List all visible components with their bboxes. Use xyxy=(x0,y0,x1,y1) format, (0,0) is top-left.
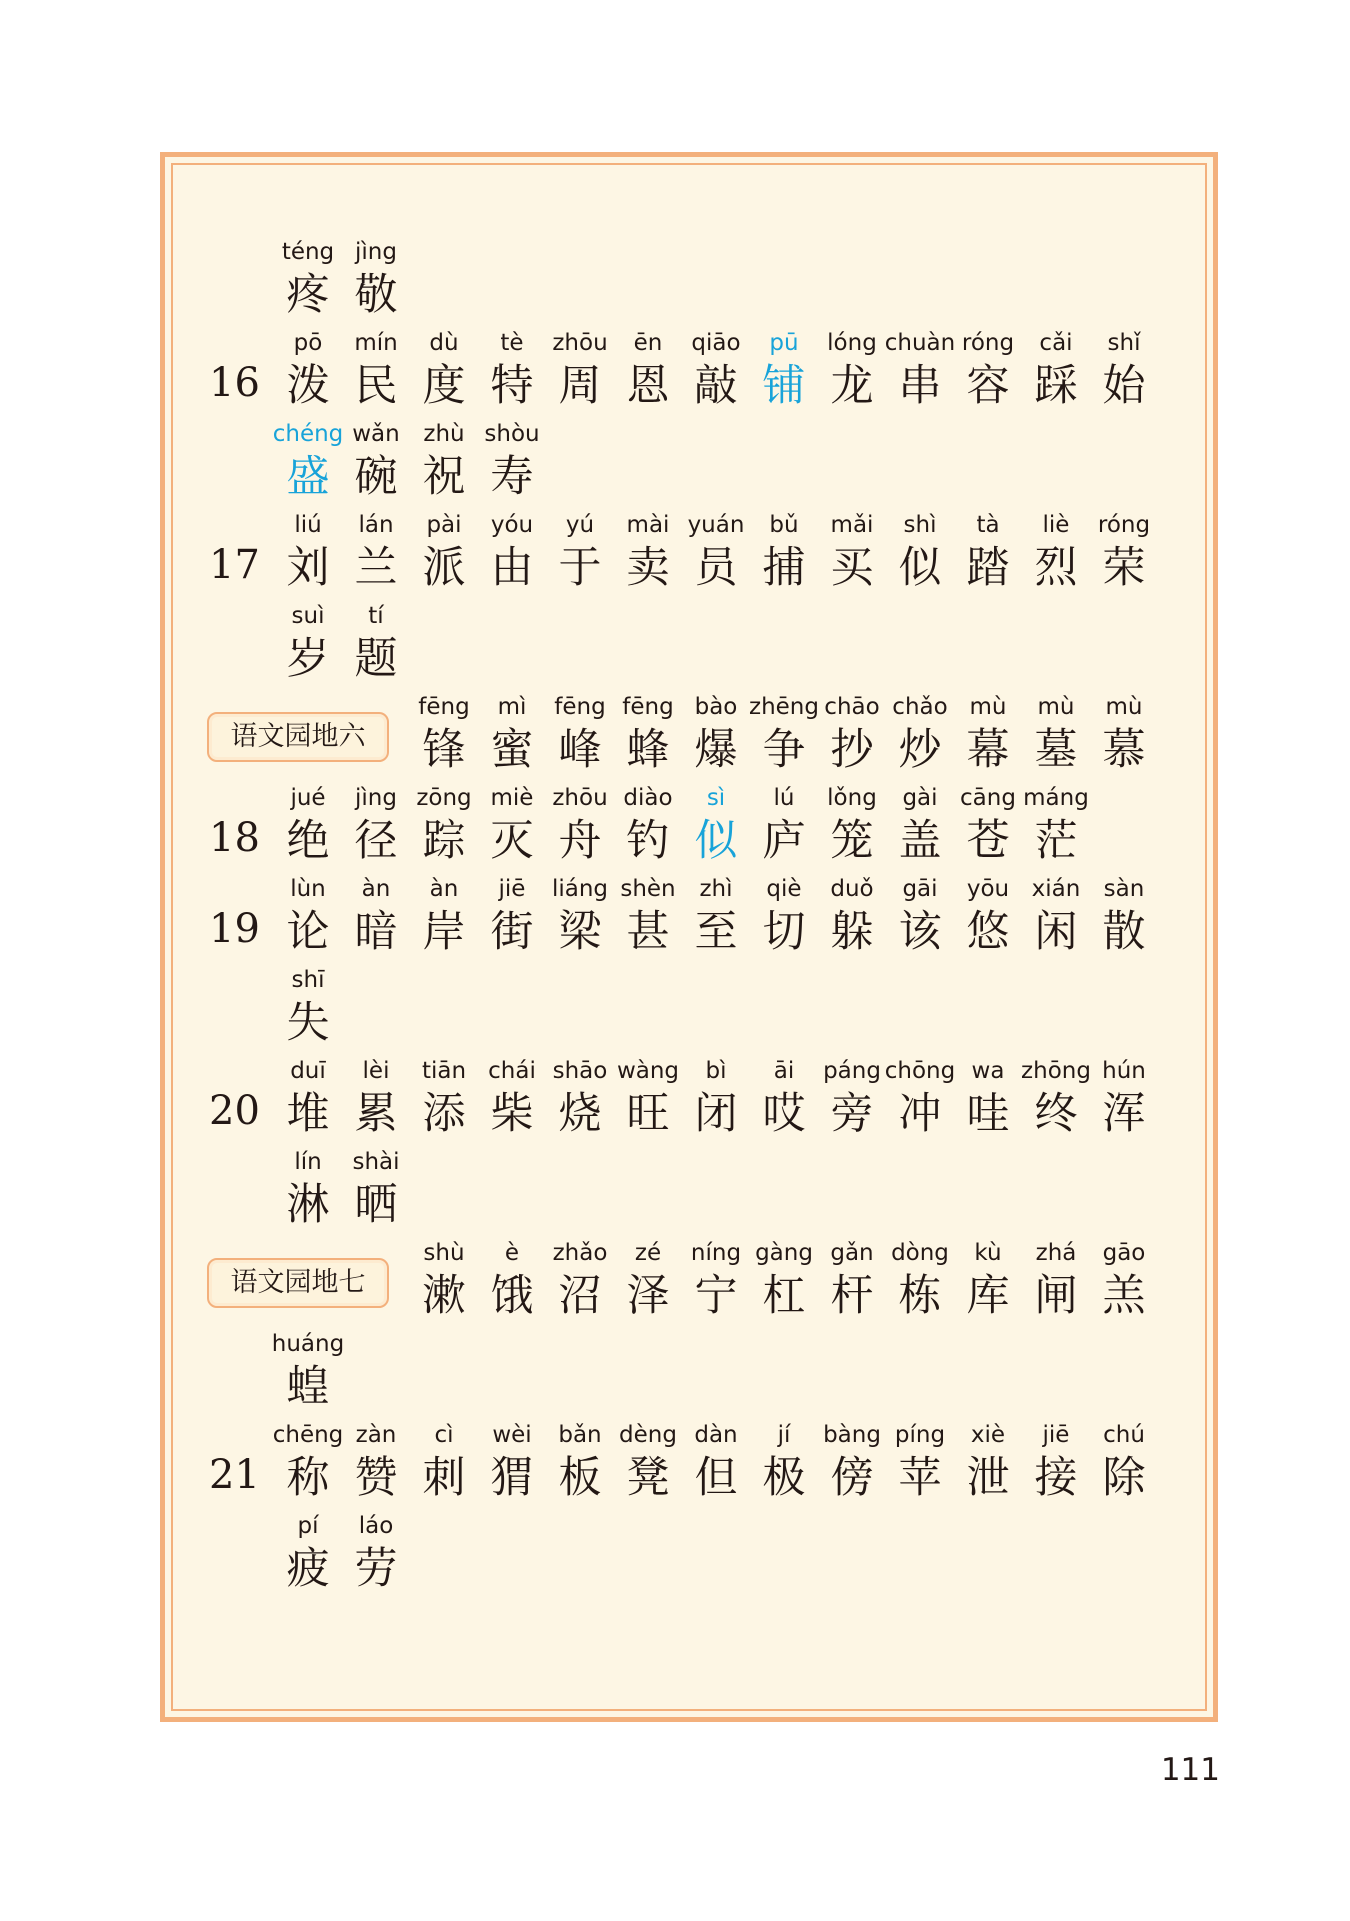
hanzi: 凳 xyxy=(626,1453,670,1503)
pinyin: lèi xyxy=(362,1058,390,1084)
hanzi: 淋 xyxy=(286,1180,330,1230)
hanzi: 失 xyxy=(286,998,330,1048)
pinyin: liú xyxy=(294,512,322,538)
vocab-cell xyxy=(336,601,416,687)
hanzi: 踏 xyxy=(966,543,1010,593)
hanzi: 龙 xyxy=(830,361,874,411)
pinyin: qiè xyxy=(766,876,802,902)
pinyin: bì xyxy=(705,1058,727,1084)
pinyin: diào xyxy=(623,785,673,811)
pinyin: pō xyxy=(293,330,323,356)
hanzi: 杆 xyxy=(830,1271,874,1321)
hanzi: 寿 xyxy=(490,452,534,502)
pinyin: zàn xyxy=(355,1422,397,1448)
hanzi: 添 xyxy=(422,1089,466,1139)
pinyin: shǐ xyxy=(1107,330,1141,356)
pinyin: zhōu xyxy=(552,785,608,811)
hanzi: 甚 xyxy=(626,907,670,957)
hanzi: 周 xyxy=(558,361,602,411)
hanzi: 杠 xyxy=(762,1271,806,1321)
hanzi: 恩 xyxy=(626,361,670,411)
pinyin: zhǎo xyxy=(552,1240,608,1266)
hanzi: 苹 xyxy=(898,1453,942,1503)
pinyin: dòng xyxy=(891,1240,949,1266)
section-label-box: 语文园地六 xyxy=(207,712,389,762)
pinyin: zhōng xyxy=(1021,1058,1091,1084)
hanzi: 容 xyxy=(966,361,1010,411)
pinyin: qiāo xyxy=(691,330,741,356)
hanzi: 敲 xyxy=(694,361,738,411)
hanzi: 舟 xyxy=(558,816,602,866)
hanzi: 绝 xyxy=(286,816,330,866)
hanzi: 至 xyxy=(694,907,738,957)
hanzi: 散 xyxy=(1102,907,1146,957)
pinyin: shèn xyxy=(620,876,676,902)
pinyin: jiē xyxy=(1042,1422,1070,1448)
pinyin: píng xyxy=(894,1422,946,1448)
hanzi: 碗 xyxy=(354,452,398,502)
pinyin: huáng xyxy=(271,1331,345,1357)
vocab-cell xyxy=(268,965,348,1051)
page-number: 111 xyxy=(1160,1752,1220,1788)
hanzi: 刘 xyxy=(286,543,330,593)
pinyin: lǒng xyxy=(827,785,877,811)
hanzi: 峰 xyxy=(558,725,602,775)
vocab-cell xyxy=(472,419,552,505)
hanzi: 傍 xyxy=(830,1453,874,1503)
pinyin: shù xyxy=(423,1240,465,1266)
pinyin: wǎn xyxy=(352,421,400,447)
hanzi: 庐 xyxy=(762,816,806,866)
hanzi: 晒 xyxy=(354,1180,398,1230)
vocabulary-table-frame xyxy=(160,152,1218,1722)
hanzi: 兰 xyxy=(354,543,398,593)
pinyin: jué xyxy=(290,785,326,811)
hanzi: 羔 xyxy=(1102,1271,1146,1321)
hanzi: 蜜 xyxy=(490,725,534,775)
pinyin: xiè xyxy=(970,1422,1006,1448)
pinyin: pū xyxy=(769,330,799,356)
lesson-number: 18 xyxy=(209,815,260,861)
pinyin: chú xyxy=(1103,1422,1145,1448)
pinyin: shòu xyxy=(484,421,540,447)
vocab-cell xyxy=(1084,692,1164,778)
hanzi: 闭 xyxy=(694,1089,738,1139)
pinyin: níng xyxy=(690,1240,742,1266)
hanzi: 论 xyxy=(286,907,330,957)
pinyin: zhì xyxy=(699,876,733,902)
hanzi: 堆 xyxy=(286,1089,330,1139)
hanzi: 闸 xyxy=(1034,1271,1078,1321)
vocab-cell xyxy=(1016,783,1096,869)
pinyin: mù xyxy=(1037,694,1075,720)
hanzi: 度 xyxy=(422,361,466,411)
hanzi: 漱 xyxy=(422,1271,466,1321)
pinyin: kù xyxy=(974,1240,1002,1266)
pinyin: zhù xyxy=(423,421,465,447)
pinyin: pài xyxy=(426,512,462,538)
pinyin: jìng xyxy=(355,239,397,265)
hanzi: 径 xyxy=(354,816,398,866)
pinyin: bào xyxy=(694,694,738,720)
hanzi: 烧 xyxy=(558,1089,602,1139)
hanzi: 苍 xyxy=(966,816,1010,866)
pinyin: liè xyxy=(1042,512,1070,538)
hanzi: 捕 xyxy=(762,543,806,593)
hanzi: 蜂 xyxy=(626,725,670,775)
pinyin: gàng xyxy=(755,1240,813,1266)
hanzi: 踩 xyxy=(1034,361,1078,411)
pinyin: fēng xyxy=(418,694,470,720)
hanzi: 闲 xyxy=(1034,907,1078,957)
hanzi: 铺 xyxy=(762,361,806,411)
pinyin: shài xyxy=(352,1149,400,1175)
hanzi: 爆 xyxy=(694,725,738,775)
pinyin: mù xyxy=(969,694,1007,720)
hanzi: 宁 xyxy=(694,1271,738,1321)
pinyin: chéng xyxy=(272,421,344,447)
pinyin: sàn xyxy=(1103,876,1145,902)
pinyin: máng xyxy=(1023,785,1089,811)
pinyin: jìng xyxy=(355,785,397,811)
pinyin: lín xyxy=(294,1149,322,1175)
lesson-number: 20 xyxy=(209,1088,260,1134)
pinyin: wàng xyxy=(616,1058,680,1084)
hanzi: 买 xyxy=(830,543,874,593)
hanzi: 灭 xyxy=(490,816,534,866)
pinyin: lùn xyxy=(290,876,326,902)
pinyin: jí xyxy=(777,1422,791,1448)
pinyin: dàn xyxy=(694,1422,738,1448)
pinyin: yóu xyxy=(490,512,534,538)
hanzi: 除 xyxy=(1102,1453,1146,1503)
pinyin: dèng xyxy=(619,1422,677,1448)
vocab-cell xyxy=(1084,874,1164,960)
hanzi: 茫 xyxy=(1034,816,1078,866)
hanzi: 于 xyxy=(558,543,602,593)
hanzi: 切 xyxy=(762,907,806,957)
pinyin: téng xyxy=(281,239,335,265)
pinyin: wa xyxy=(971,1058,1005,1084)
hanzi: 盛 xyxy=(286,452,330,502)
hanzi: 该 xyxy=(898,907,942,957)
hanzi: 墓 xyxy=(1034,725,1078,775)
pinyin: lú xyxy=(773,785,795,811)
pinyin: suì xyxy=(291,603,325,629)
vocab-cell xyxy=(1084,1238,1164,1324)
lesson-number: 16 xyxy=(209,360,260,406)
hanzi: 敬 xyxy=(354,270,398,320)
vocab-cell xyxy=(1084,328,1164,414)
pinyin: è xyxy=(504,1240,520,1266)
hanzi: 饿 xyxy=(490,1271,534,1321)
hanzi: 泄 xyxy=(966,1453,1010,1503)
hanzi: 慕 xyxy=(1102,725,1146,775)
hanzi: 幕 xyxy=(966,725,1010,775)
hanzi: 累 xyxy=(354,1089,398,1139)
hanzi: 浑 xyxy=(1102,1089,1146,1139)
hanzi: 泼 xyxy=(286,361,330,411)
section-label-box: 语文园地七 xyxy=(207,1258,389,1308)
hanzi: 接 xyxy=(1034,1453,1078,1503)
hanzi: 柴 xyxy=(490,1089,534,1139)
pinyin: wèi xyxy=(492,1422,532,1448)
pinyin: mài xyxy=(626,512,670,538)
pinyin: zé xyxy=(634,1240,662,1266)
hanzi: 似 xyxy=(898,543,942,593)
hanzi: 疲 xyxy=(286,1544,330,1594)
vocab-cell xyxy=(336,1511,416,1597)
pinyin: gǎn xyxy=(830,1240,874,1266)
pinyin: gāi xyxy=(902,876,938,902)
hanzi: 民 xyxy=(354,361,398,411)
hanzi: 踪 xyxy=(422,816,466,866)
hanzi: 终 xyxy=(1034,1089,1078,1139)
hanzi: 劳 xyxy=(354,1544,398,1594)
pinyin: tè xyxy=(500,330,524,356)
hanzi: 赞 xyxy=(354,1453,398,1503)
pinyin: mì xyxy=(497,694,527,720)
vocab-cell xyxy=(1084,510,1164,596)
pinyin: láo xyxy=(358,1513,394,1539)
pinyin: zhēng xyxy=(749,694,819,720)
hanzi: 极 xyxy=(762,1453,806,1503)
pinyin: cāng xyxy=(960,785,1016,811)
pinyin: róng xyxy=(961,330,1015,356)
hanzi: 蝗 xyxy=(286,1362,330,1412)
pinyin: cì xyxy=(434,1422,454,1448)
pinyin: shāo xyxy=(552,1058,608,1084)
lesson-number: 19 xyxy=(209,906,260,952)
pinyin: xián xyxy=(1031,876,1081,902)
hanzi: 串 xyxy=(898,361,942,411)
pinyin: bǔ xyxy=(769,512,799,538)
pinyin: gài xyxy=(902,785,938,811)
pinyin: tí xyxy=(368,603,384,629)
pinyin: lóng xyxy=(827,330,877,356)
pinyin: chōng xyxy=(884,1058,956,1084)
hanzi: 炒 xyxy=(898,725,942,775)
pinyin: àn xyxy=(429,876,459,902)
pinyin: bàng xyxy=(823,1422,881,1448)
hanzi: 特 xyxy=(490,361,534,411)
hanzi: 钓 xyxy=(626,816,670,866)
pinyin: cǎi xyxy=(1039,330,1073,356)
pinyin: hún xyxy=(1102,1058,1146,1084)
hanzi: 刺 xyxy=(422,1453,466,1503)
hanzi: 但 xyxy=(694,1453,738,1503)
pinyin: mù xyxy=(1105,694,1143,720)
pinyin: mǎi xyxy=(830,512,874,538)
hanzi: 旺 xyxy=(626,1089,670,1139)
pinyin: miè xyxy=(490,785,534,811)
pinyin: sì xyxy=(706,785,726,811)
hanzi: 暗 xyxy=(354,907,398,957)
vocab-cell xyxy=(336,237,416,323)
pinyin: shì xyxy=(903,512,937,538)
pinyin: róng xyxy=(1097,512,1151,538)
hanzi: 始 xyxy=(1102,361,1146,411)
pinyin: chāo xyxy=(824,694,880,720)
pinyin: duī xyxy=(290,1058,326,1084)
pinyin: chuàn xyxy=(884,330,956,356)
hanzi: 梁 xyxy=(558,907,602,957)
lesson-number: 21 xyxy=(209,1452,260,1498)
pinyin: fēng xyxy=(622,694,674,720)
pinyin: yú xyxy=(565,512,595,538)
pinyin: chái xyxy=(488,1058,536,1084)
hanzi: 由 xyxy=(490,543,534,593)
hanzi: 争 xyxy=(762,725,806,775)
pinyin: àn xyxy=(361,876,391,902)
hanzi: 疼 xyxy=(286,270,330,320)
pinyin: páng xyxy=(823,1058,881,1084)
pinyin: āi xyxy=(773,1058,795,1084)
pinyin: jiē xyxy=(498,876,526,902)
pinyin: yuán xyxy=(687,512,745,538)
hanzi: 员 xyxy=(694,543,738,593)
hanzi: 岸 xyxy=(422,907,466,957)
hanzi: 旁 xyxy=(830,1089,874,1139)
hanzi: 卖 xyxy=(626,543,670,593)
pinyin: zhá xyxy=(1035,1240,1077,1266)
vocab-cell xyxy=(268,1329,348,1415)
vocab-cell xyxy=(1084,1420,1164,1506)
pinyin: duǒ xyxy=(830,876,874,902)
pinyin: tà xyxy=(976,512,1000,538)
vocab-cell xyxy=(1084,1056,1164,1142)
pinyin: tiān xyxy=(421,1058,467,1084)
hanzi: 荣 xyxy=(1102,543,1146,593)
pinyin: fēng xyxy=(554,694,606,720)
hanzi: 似 xyxy=(694,816,738,866)
pinyin: lán xyxy=(358,512,394,538)
hanzi: 祝 xyxy=(422,452,466,502)
hanzi: 盖 xyxy=(898,816,942,866)
hanzi: 沼 xyxy=(558,1271,602,1321)
hanzi: 哎 xyxy=(762,1089,806,1139)
pinyin: dù xyxy=(429,330,459,356)
hanzi: 称 xyxy=(286,1453,330,1503)
pinyin: gāo xyxy=(1102,1240,1146,1266)
hanzi: 板 xyxy=(558,1453,602,1503)
hanzi: 锋 xyxy=(422,725,466,775)
hanzi: 派 xyxy=(422,543,466,593)
hanzi: 库 xyxy=(966,1271,1010,1321)
pinyin: liáng xyxy=(551,876,609,902)
hanzi: 抄 xyxy=(830,725,874,775)
hanzi: 悠 xyxy=(966,907,1010,957)
pinyin: zhōu xyxy=(552,330,608,356)
vocab-cell xyxy=(336,1147,416,1233)
hanzi: 岁 xyxy=(286,634,330,684)
hanzi: 题 xyxy=(354,634,398,684)
hanzi: 街 xyxy=(490,907,534,957)
lesson-number: 17 xyxy=(209,542,260,588)
hanzi: 栋 xyxy=(898,1271,942,1321)
pinyin: yōu xyxy=(966,876,1010,902)
pinyin: bǎn xyxy=(558,1422,602,1448)
hanzi: 猬 xyxy=(490,1453,534,1503)
hanzi: 冲 xyxy=(898,1089,942,1139)
hanzi: 烈 xyxy=(1034,543,1078,593)
pinyin: pí xyxy=(297,1513,319,1539)
pinyin: chēng xyxy=(272,1422,344,1448)
hanzi: 哇 xyxy=(966,1089,1010,1139)
pinyin: shī xyxy=(291,967,325,993)
pinyin: ēn xyxy=(633,330,663,356)
hanzi: 泽 xyxy=(626,1271,670,1321)
pinyin: chǎo xyxy=(892,694,948,720)
pinyin: mín xyxy=(354,330,398,356)
hanzi: 笼 xyxy=(830,816,874,866)
hanzi: 躲 xyxy=(830,907,874,957)
pinyin: zōng xyxy=(416,785,472,811)
